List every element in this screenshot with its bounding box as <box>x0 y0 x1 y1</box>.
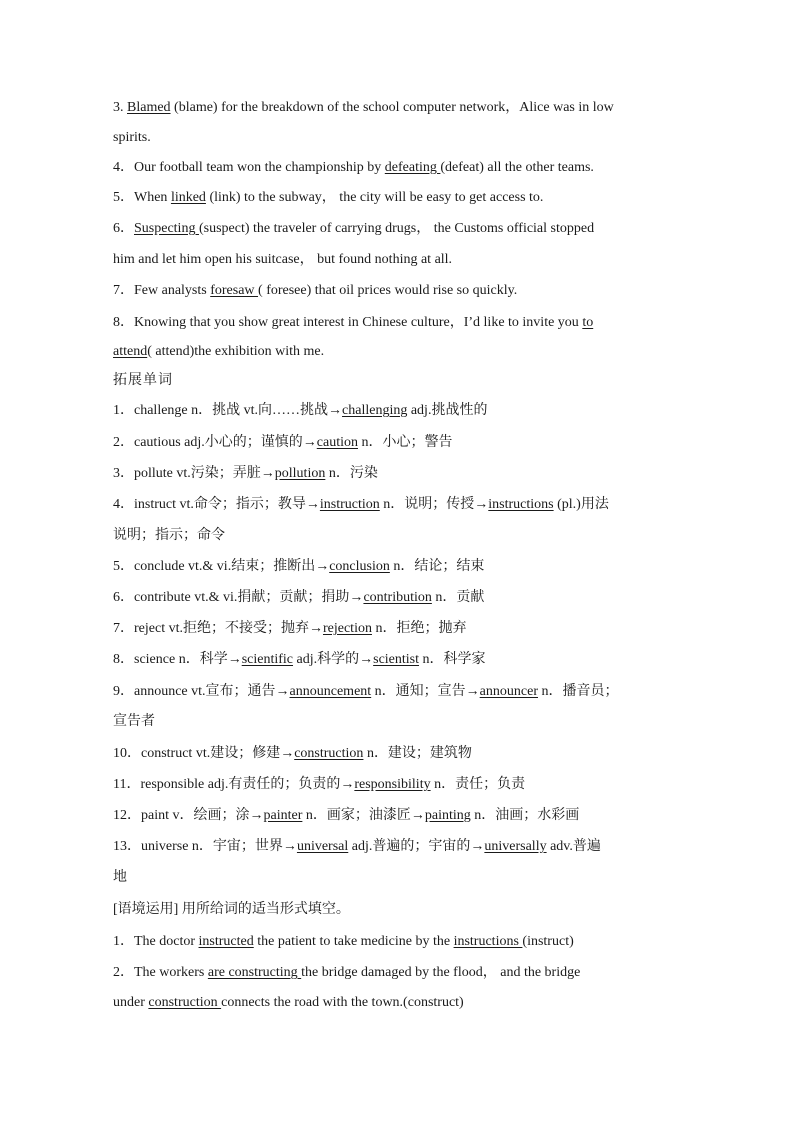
exercise-item-6 <box>113 219 594 239</box>
item-text: Knowing that you show great interest in Chinese culture，I’d like to invite you <box>134 315 583 330</box>
exercise-item-3 <box>113 98 614 118</box>
answer-blank: are constructing <box>207 965 302 980</box>
vocab-item-10 <box>113 744 472 764</box>
item-text: n．油画；水彩画 <box>470 808 580 823</box>
vocab-item-4 <box>113 495 609 515</box>
item-number: 1． <box>113 403 134 418</box>
item-text: n．建设；建筑物 <box>363 746 472 761</box>
item-text: ( attend)the exhibition with me. <box>147 344 325 359</box>
answer-blank: contribution <box>363 590 432 605</box>
item-text: him and let him open his suitcase， but found nothing at all. <box>113 252 453 267</box>
answer-blank: announcer <box>479 684 538 699</box>
vocab-item-11 <box>113 775 525 795</box>
item-text: announce vt.宣布；通告→ <box>134 684 290 699</box>
answer-blank: responsibility <box>354 777 431 792</box>
item-text: 宣告者 <box>113 714 155 729</box>
item-text: ( foresee) that oil prices would rise so quickly. <box>258 283 518 298</box>
item-text: 地 <box>113 870 127 885</box>
answer-blank: to <box>582 315 594 330</box>
item-text: under <box>113 995 149 1010</box>
answer-blank: instruction <box>319 497 380 512</box>
item-number: 3. <box>113 100 124 115</box>
item-text: n．贡献 <box>431 590 485 605</box>
item-text: n．结论；结束 <box>389 559 485 574</box>
answer-blank: conclusion <box>329 559 390 574</box>
item-text: science n．科学→ <box>134 652 242 667</box>
answer-blank: instructions <box>453 934 523 949</box>
item-number: 12． <box>113 808 141 823</box>
item-text: Few analysts <box>134 283 211 298</box>
answer-blank: instructed <box>198 934 254 949</box>
item-text: adv.普遍 <box>546 839 601 854</box>
item-text: adj.普遍的；宇宙的→ <box>348 839 485 854</box>
answer-blank: universally <box>484 839 547 854</box>
answer-blank: scientist <box>373 652 420 667</box>
item-text: paint v．绘画；涂→ <box>141 808 264 823</box>
item-number: 1． <box>113 934 134 949</box>
item-text: universe n．宇宙；世界→ <box>141 839 297 854</box>
vocab-item-12 <box>113 806 579 826</box>
answer-blank: attend <box>113 344 148 359</box>
answer-blank: universal <box>296 839 349 854</box>
item-text: n．科学家 <box>419 652 486 667</box>
answer-blank: pollution <box>274 466 326 481</box>
item-number: 2． <box>113 965 134 980</box>
item-text: n．污染 <box>325 466 378 481</box>
item-text: When <box>134 190 171 205</box>
exercise-item-8-cont <box>113 342 324 362</box>
section-heading: 拓展单词 <box>113 373 173 388</box>
item-number: 6． <box>113 221 134 236</box>
item-text: n．拒绝；抛弃 <box>371 621 467 636</box>
item-text: n．小心；警告 <box>357 435 453 450</box>
vocab-item-3 <box>113 464 378 484</box>
item-text: n．说明；传授→ <box>379 497 489 512</box>
answer-blank: painting <box>424 808 471 823</box>
item-text: (pl.)用法 <box>553 497 609 512</box>
item-text: construct vt.建设；修建→ <box>141 746 295 761</box>
vocab-item-5 <box>113 557 484 577</box>
vocab-item-9-cont <box>113 712 155 732</box>
item-text: spirits. <box>113 130 151 145</box>
item-text: The workers <box>134 965 208 980</box>
answer-blank: announcement <box>289 684 372 699</box>
context-item-1 <box>113 932 574 952</box>
item-text: conclude vt.& vi.结束；推断出→ <box>134 559 330 574</box>
vocab-item-4-cont <box>113 526 225 546</box>
item-number: 3． <box>113 466 134 481</box>
item-text: 说明；指示；命令 <box>113 528 225 543</box>
item-text: (instruct) <box>522 934 574 949</box>
vocab-item-7 <box>113 619 466 639</box>
answer-blank: Blamed <box>127 100 171 115</box>
item-number: 4． <box>113 497 134 512</box>
vocab-item-2 <box>113 433 452 453</box>
answer-blank: construction <box>148 995 222 1010</box>
item-text: adj.科学的→ <box>293 652 374 667</box>
answer-blank: challenging <box>342 403 408 418</box>
item-text: adj.挑战性的 <box>407 403 488 418</box>
item-text: responsible adj.有责任的；负责的→ <box>140 777 355 792</box>
answer-blank: construction <box>294 746 364 761</box>
section-text: 用所给词的适当形式填空。 <box>178 902 350 917</box>
item-text: the patient to take medicine by the <box>253 934 454 949</box>
vocab-item-6 <box>113 588 484 608</box>
item-text: n．画家；油漆匠→ <box>302 808 425 823</box>
vocab-item-8 <box>113 650 486 670</box>
item-text: The doctor <box>134 934 199 949</box>
item-number: 6． <box>113 590 134 605</box>
answer-blank: rejection <box>322 621 372 636</box>
exercise-item-3-cont <box>113 128 151 148</box>
item-text: the bridge damaged by the flood， and the bridge <box>301 965 581 980</box>
exercise-item-6-cont <box>113 250 452 270</box>
vocab-item-13-cont <box>113 868 127 888</box>
context-item-2-cont <box>113 993 464 1013</box>
item-number: 7． <box>113 621 134 636</box>
answer-blank: painter <box>263 808 303 823</box>
item-text: n．责任；负责 <box>430 777 526 792</box>
item-text: n．播音员； <box>537 684 619 699</box>
vocab-item-13 <box>113 837 601 857</box>
answer-blank: foresaw <box>210 283 259 298</box>
item-number: 5． <box>113 559 134 574</box>
item-text: (suspect) the traveler of carrying drugs， the Customs official stopped <box>198 221 595 236</box>
item-number: 10． <box>113 746 141 761</box>
answer-blank: linked <box>170 190 206 205</box>
answer-blank: instructions <box>488 497 554 512</box>
item-text: cautious adj.小心的；谨慎的→ <box>134 435 317 450</box>
item-number: 7． <box>113 283 134 298</box>
exercise-item-4 <box>113 158 594 178</box>
item-text: connects the road with the town.(construct) <box>221 995 464 1010</box>
exercise-item-5 <box>113 188 543 208</box>
item-text: challenge n．挑战 vt.向……挑战→ <box>134 403 343 418</box>
exercise-item-8 <box>113 313 593 333</box>
vocab-item-9 <box>113 682 618 702</box>
section-instruction <box>113 900 350 920</box>
item-number: 2． <box>113 435 134 450</box>
exercise-item-7 <box>113 281 517 301</box>
item-text: instruct vt.命令；指示；教导→ <box>134 497 320 512</box>
item-text: (defeat) all the other teams. <box>440 160 594 175</box>
item-text: n．通知；宣告→ <box>371 684 480 699</box>
item-text: contribute vt.& vi.捐献；贡献；捐助→ <box>134 590 364 605</box>
answer-blank: Suspecting <box>134 221 199 236</box>
item-number: 9． <box>113 684 134 699</box>
item-number: 5． <box>113 190 134 205</box>
answer-blank: defeating <box>384 160 441 175</box>
item-number: 4． <box>113 160 134 175</box>
item-number: 8． <box>113 652 134 667</box>
item-text: pollute vt.污染；弄脏→ <box>134 466 275 481</box>
section-label: [语境运用] <box>113 902 179 917</box>
answer-blank: scientific <box>241 652 294 667</box>
context-item-2 <box>113 963 580 983</box>
item-number: 11． <box>113 777 141 792</box>
answer-blank: caution <box>316 435 358 450</box>
vocab-item-1 <box>113 401 487 421</box>
item-text: (link) to the subway， the city will be easy to get access to. <box>205 190 544 205</box>
item-text: Our football team won the championship by <box>134 160 385 175</box>
item-number: 13． <box>113 839 141 854</box>
item-text: reject vt.拒绝；不接受；抛弃→ <box>134 621 323 636</box>
item-text: (blame) for the breakdown of the school computer network，Alice was in low <box>170 100 614 115</box>
item-number: 8． <box>113 315 134 330</box>
